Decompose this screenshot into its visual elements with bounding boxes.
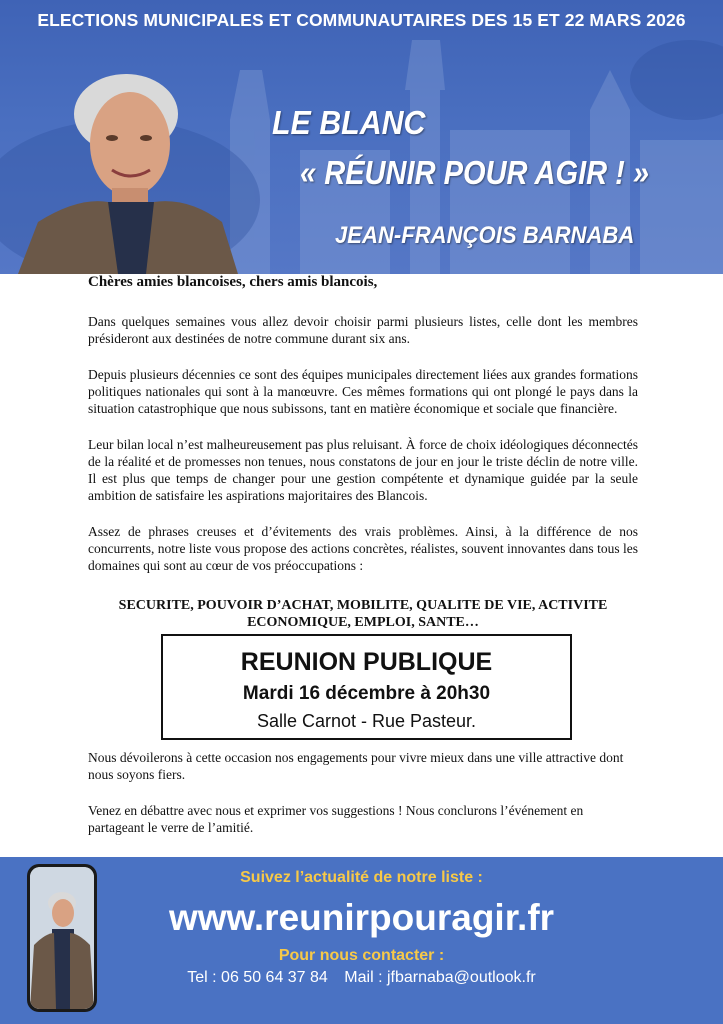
- town-name: LE BLANC: [272, 104, 426, 141]
- paragraph: Leur bilan local n’est malheureusement pas plus reluisant. À force de choix idéologiques déconnectés de la réalité et de promesses non tenues, nous constatons de jour en jour le triste déclin de notre ville. Il est plus que temps de changer pour une gestion compétente et dynamique guidée par la seule ambition de satisfaire les aspirations majoritaires des Blancois.: [88, 437, 638, 503]
- meeting-box: [161, 634, 572, 740]
- contact-heading: Pour nous contacter :: [278, 947, 445, 964]
- paragraph: Dans quelques semaines vous allez devoir choisir parmi plusieurs listes, celle dont les membres présideront aux destinées de notre commune durant six ans.: [88, 314, 638, 346]
- election-title: ELECTIONS MUNICIPALES ET COMMUNAUTAIRES DES 15 ET 22 MARS 2026: [37, 10, 686, 30]
- paragraph: Depuis plusieurs décennies ce sont des équipes municipales directement liées aux grandes formations politiques nationales qui sont à la manœuvre. Ces mêmes formations qui ont plongé le pays dans la situation catastrophique que nous subissons, tant en matière économique et sociale que financière.: [88, 367, 638, 416]
- website-link[interactable]: www.reunirpouragir.fr: [168, 897, 555, 938]
- letter-closing: [88, 749, 638, 855]
- paragraph: Venez en débattre avec nous et exprimer vos suggestions ! Nous conclurons l’événement en partageant le verre de l’amitié.: [88, 803, 584, 835]
- paragraph: Nous dévoilerons à cette occasion nos engagements pour vivre mieux dans une ville attractive dont nous soyons fiers.: [88, 750, 624, 782]
- footer-banner: [0, 857, 723, 1024]
- paragraph: Assez de phrases creuses et d’évitements des vrais problèmes. Ainsi, à la différence de nos concurrents, notre liste vous propose des actions concrètes, réalistes, souvent innovantes dans tous les domaines qui sont au cœur de vos préoccupations :: [88, 524, 638, 573]
- phone-number[interactable]: Tel : 06 50 64 37 84: [187, 969, 328, 986]
- header-banner: [0, 0, 723, 274]
- meeting-title: REUNION PUBLIQUE: [240, 648, 493, 676]
- contact-line: [0, 969, 723, 987]
- meeting-location: Salle Carnot - Rue Pasteur.: [256, 711, 477, 731]
- priorities-list: SECURITE, POUVOIR D’ACHAT, MOBILITE, QUALITE DE VIE, ACTIVITE ECONOMIQUE, EMPLOI, SANTE…: [118, 598, 608, 630]
- letter-body: [88, 274, 638, 593]
- candidate-name: JEAN-FRANÇOIS BARNABA: [335, 222, 635, 249]
- meeting-date: Mardi 16 décembre à 20h30: [242, 683, 491, 704]
- greeting: Chères amies blancoises, chers amis blancois,: [88, 274, 378, 290]
- candidate-portrait: [8, 52, 248, 274]
- campaign-slogan: « RÉUNIR POUR AGIR ! »: [300, 154, 650, 191]
- follow-heading: Suivez l’actualité de notre liste :: [240, 869, 483, 886]
- email-address[interactable]: Mail : jfbarnaba@outlook.fr: [344, 969, 536, 986]
